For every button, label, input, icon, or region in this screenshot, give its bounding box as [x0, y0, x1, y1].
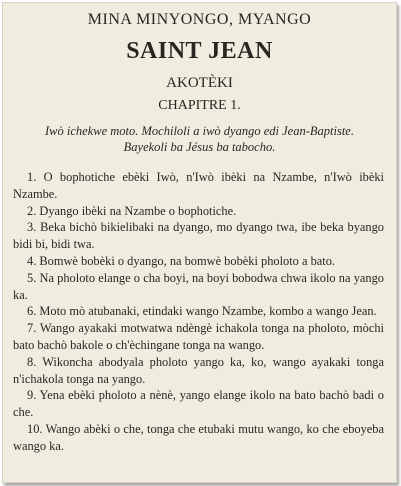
- chapter-summary-line: Iwò ichekwe moto. Mochiloli a iwò dyango edi Jean-Baptiste.: [45, 124, 354, 138]
- book-series-title: MINA MINYONGO, MYANGO: [87, 11, 312, 28]
- book-page: [2, 2, 397, 483]
- gospel-title: SAINT JEAN: [126, 38, 273, 64]
- verse: 2. Dyango ibèki na Nzambe o bophotiche.: [27, 203, 237, 218]
- verse: 6. Moto mò atubanaki, etindaki wango Nzambe, kombo a wango Jean.: [27, 304, 377, 319]
- chapter-summary: [13, 123, 386, 155]
- chapter-summary-line: Bayekoli ba Jésus ba tabocho.: [123, 140, 276, 154]
- verse: 7. Wango ayakaki motwatwa ndèngè ichakola tonga na pholoto, mòchi bato bachò bakole o ch'èchingane tonga na wango.: [13, 321, 384, 352]
- verse: 5. Na pholoto elange o cha boyi, na boyi bobodwa chwa ikolo na yango ka.: [13, 270, 384, 302]
- verse: 3. Beka bichò bikielibaki na dyango, mo dyango twa, ibe beka byango bidi bi, bidi twa.: [13, 220, 384, 252]
- verse: 10. Wango abèki o che, tonga che etubaki mutu wango, ko che eboyeba wango ka.: [13, 421, 384, 453]
- verse: 9. Yena ebèki pholoto a nènè, yango elange ikolo na bato bachò badi o che.: [13, 388, 384, 420]
- chapter-heading: CHAPITRE 1.: [158, 98, 241, 113]
- section-title: AKOTÈKI: [166, 75, 233, 91]
- verse: 8. Wikoncha abodyala pholoto yango ka, ko, wango ayakaki tonga n'ichakola tonga na yango.: [13, 354, 384, 386]
- verse: 1. O bophotiche ebèki Iwò, n'Iwò ibèki na Nzambe, n'Iwò ibèki Nzambe.: [13, 170, 384, 201]
- verse-list: [13, 169, 384, 455]
- verse: 4. Bomwè bobèki o dyango, na bomwè bobèki pholoto a bato.: [27, 253, 335, 268]
